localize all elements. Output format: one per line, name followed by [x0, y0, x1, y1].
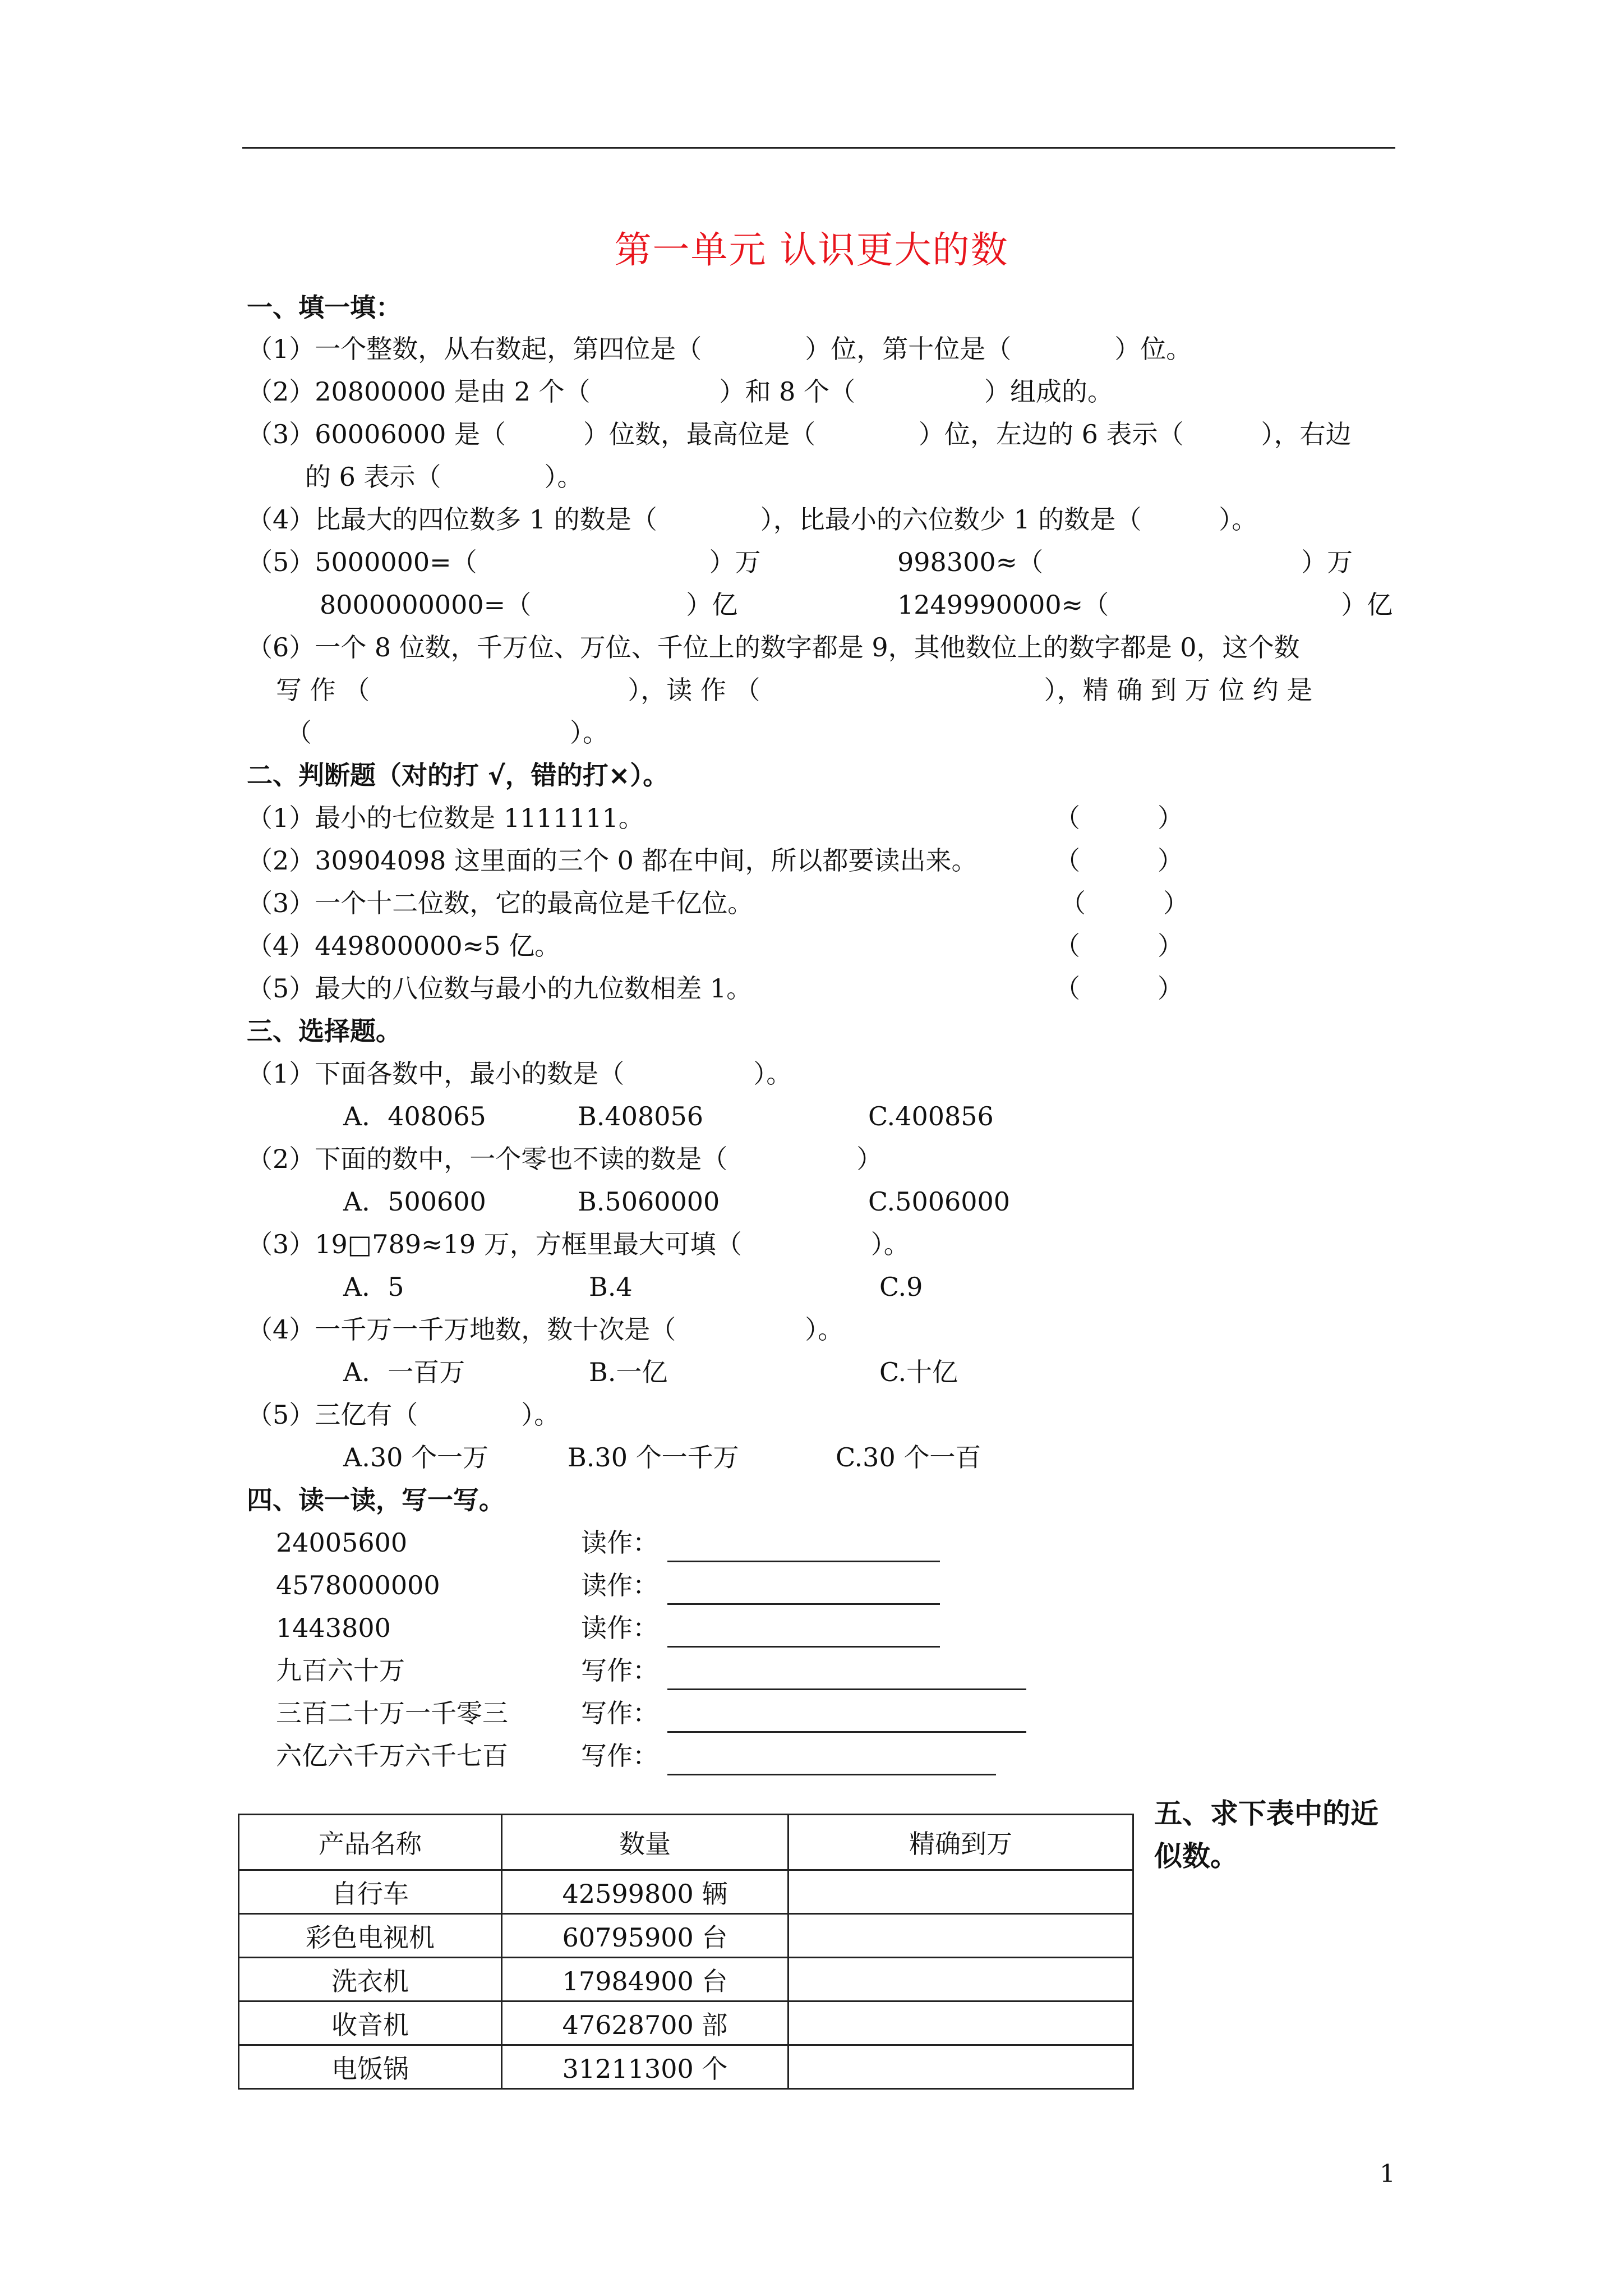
q1-6-line1: （6）一个 8 位数，千万位、万位、千位上的数字都是 9，其他数位上的数字都是 0，这个数 [247, 632, 1300, 662]
choice-3-option-b: B.4 [589, 1272, 633, 1302]
table-cell [789, 1914, 1133, 1958]
choice-5-option-a: A.30 个一万 [343, 1442, 488, 1473]
table-cell: 电饭锅 [239, 2045, 502, 2089]
choice-2-option-a: A．500600 [343, 1186, 486, 1217]
judge-item-3: （3）一个十二位数，它的最高位是千亿位。 [247, 888, 754, 918]
section-2-heading: 二、判断题（对的打 √，错的打×）。 [247, 760, 669, 790]
judge-item-4: （4）449800000≈5 亿。 [247, 931, 561, 961]
judge-answer-1: （ ） [1054, 803, 1183, 833]
table-header: 精确到万 [789, 1815, 1133, 1870]
section-5-heading-line2: 似数。 [1154, 1840, 1238, 1872]
read-item-1: 24005600 [276, 1527, 408, 1558]
table-cell: 47628700 部 [502, 2001, 789, 2045]
q1-2: （2）20800000 是由 2 个（ ）和 8 个（ ）组成的。 [247, 376, 1114, 407]
table-cell [789, 1958, 1133, 2001]
choice-4-option-c: C.十亿 [879, 1357, 958, 1387]
q1-3-line2: 的 6 表示（ ）。 [305, 462, 583, 492]
choice-question-5: （5）三亿有（ ）。 [247, 1400, 560, 1430]
choice-question-1: （1）下面各数中，最小的数是（ ）。 [247, 1059, 792, 1089]
choice-3-option-c: C.9 [879, 1272, 923, 1302]
q1-6-line3: （ ）。 [286, 717, 608, 748]
judge-answer-4: （ ） [1054, 931, 1183, 961]
write-item-1: 九百六十万 [276, 1655, 405, 1686]
table-cell [789, 1870, 1133, 1914]
q1-5a-right: 998300≈（ ）万 [897, 547, 1353, 577]
choice-1-option-a: A．408065 [343, 1101, 486, 1131]
read-label-3: 读作： [581, 1613, 658, 1643]
table-cell: 彩色电视机 [239, 1914, 502, 1958]
judge-answer-2: （ ） [1054, 845, 1183, 876]
section-4-heading: 四、读一读，写一写。 [247, 1485, 505, 1515]
write-label-3: 写作： [581, 1741, 658, 1771]
choice-2-option-b: B.5060000 [578, 1186, 720, 1217]
read-item-3: 1443800 [276, 1613, 391, 1643]
judge-item-2: （2）30904098 这里面的三个 0 都在中间，所以都要读出来。 [247, 845, 978, 876]
judge-answer-3: （ ） [1060, 888, 1189, 918]
table-row [239, 1870, 1133, 1914]
answer-line-2 [667, 1603, 940, 1605]
choice-question-2: （2）下面的数中，一个零也不读的数是（ ） [247, 1144, 883, 1174]
q1-1: （1）一个整数，从右数起，第四位是（ ）位，第十位是（ ）位。 [247, 334, 1192, 364]
table-cell: 60795900 台 [502, 1914, 789, 1958]
q1-3-line1: （3）60006000 是（ ）位数，最高位是（ ）位，左边的 6 表示（ ），右边 [247, 419, 1352, 449]
page-title: 第一单元 认识更大的数 [614, 228, 1009, 272]
judge-answer-5: （ ） [1054, 973, 1183, 1004]
table-row [239, 2045, 1133, 2089]
table-cell: 洗衣机 [239, 1958, 502, 2001]
choice-1-option-b: B.408056 [578, 1101, 704, 1131]
header-rule [242, 147, 1395, 149]
table-cell [789, 2001, 1133, 2045]
table-header: 产品名称 [239, 1815, 502, 1870]
section-1-heading: 一、填一填： [247, 292, 402, 323]
read-label-2: 读作： [581, 1570, 658, 1600]
section-5-heading-line1: 五、求下表中的近 [1154, 1797, 1378, 1830]
answer-line-5 [667, 1731, 1026, 1733]
q1-5b-right: 1249990000≈（ ）亿 [897, 590, 1393, 620]
table-cell [789, 2045, 1133, 2089]
write-label-2: 写作： [581, 1698, 658, 1728]
q1-5b-left: 8000000000=（ ）亿 [320, 590, 738, 620]
write-item-3: 六亿六千万六千七百 [276, 1741, 508, 1771]
write-label-1: 写作： [581, 1655, 658, 1686]
choice-2-option-c: C.5006000 [868, 1186, 1011, 1217]
choice-5-option-c: C.30 个一百 [836, 1442, 981, 1473]
table-cell: 收音机 [239, 2001, 502, 2045]
judge-item-5: （5）最大的八位数与最小的九位数相差 1。 [247, 973, 753, 1004]
choice-1-option-c: C.400856 [868, 1101, 994, 1131]
section-5-heading [1154, 1792, 1401, 1878]
table-row [239, 1914, 1133, 1958]
choice-3-option-a: A．5 [343, 1272, 404, 1302]
answer-line-6 [667, 1774, 996, 1775]
table-cell: 42599800 辆 [502, 1870, 789, 1914]
approximation-table [238, 1814, 1134, 2090]
choice-5-option-b: B.30 个一千万 [568, 1442, 739, 1473]
table-header: 数量 [502, 1815, 789, 1870]
choice-4-option-b: B.一亿 [589, 1357, 668, 1387]
read-label-1: 读作： [581, 1527, 658, 1558]
judge-item-1: （1）最小的七位数是 1111111。 [247, 803, 644, 833]
table-cell: 31211300 个 [502, 2045, 789, 2089]
answer-line-4 [667, 1688, 1026, 1690]
section-3-heading: 三、选择题。 [247, 1016, 402, 1046]
table-row [239, 1958, 1133, 2001]
read-item-2: 4578000000 [276, 1570, 440, 1600]
choice-question-3: （3）19□789≈19 万，方框里最大可填（ ）。 [247, 1229, 910, 1259]
table-row [239, 2001, 1133, 2045]
table-cell: 17984900 台 [502, 1958, 789, 2001]
choice-4-option-a: A．一百万 [343, 1357, 465, 1387]
table-header-row [239, 1815, 1133, 1870]
choice-question-4: （4）一千万一千万地数，数十次是（ ）。 [247, 1314, 844, 1345]
page-number: 1 [1380, 2160, 1395, 2188]
q1-4: （4）比最大的四位数多 1 的数是（ ），比最小的六位数少 1 的数是（ ）。 [247, 504, 1258, 535]
q1-5a-left: （5）5000000=（ ）万 [247, 547, 761, 577]
write-item-2: 三百二十万一千零三 [276, 1698, 508, 1728]
answer-line-1 [667, 1561, 940, 1562]
answer-line-3 [667, 1646, 940, 1648]
q1-6-line2: 写 作 （ ），读 作 （ ），精 确 到 万 位 约 是 [276, 675, 1313, 705]
table-cell: 自行车 [239, 1870, 502, 1914]
